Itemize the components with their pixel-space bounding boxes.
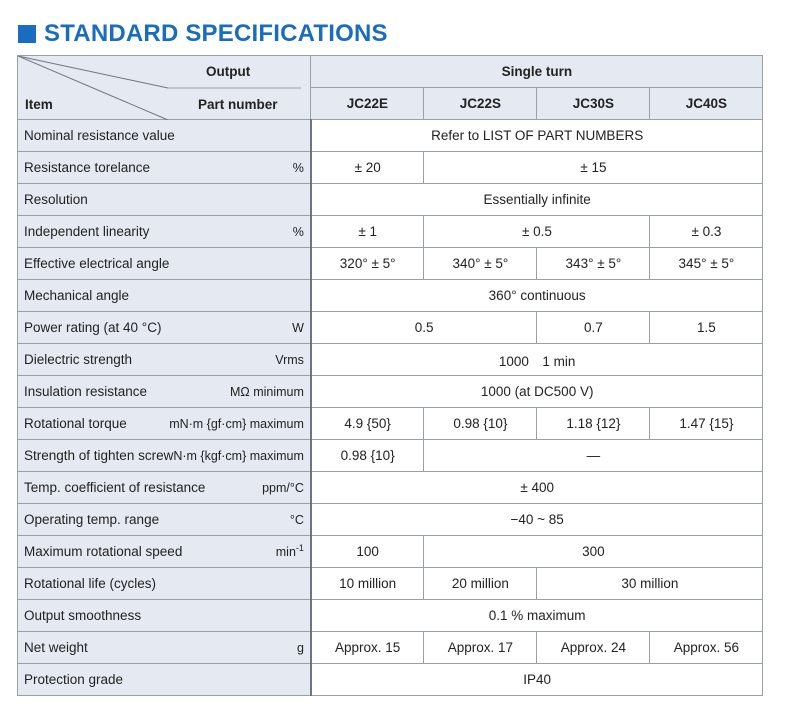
header-output-label: Output <box>206 64 251 79</box>
row-label: Insulation resistance MΩ minimum <box>18 376 311 408</box>
value-jc30s-jc40s: 30 million <box>537 568 763 600</box>
row-unit: g <box>296 640 304 655</box>
row-label: Output smoothness <box>18 600 311 632</box>
value-jc22e: 100 <box>311 536 424 568</box>
row-nominal-resistance <box>18 120 763 152</box>
value-all: −40 ~ 85 <box>311 504 763 536</box>
value-jc30s: 343° ± 5° <box>537 248 650 280</box>
value-jc22e: 10 million <box>311 568 424 600</box>
row-unit: W <box>292 320 304 335</box>
row-independent-linearity <box>18 216 763 248</box>
row-operating-temp <box>18 504 763 536</box>
row-unit: N·m {kgf·cm} maximum <box>173 448 304 463</box>
row-label: Mechanical angle <box>18 280 311 312</box>
row-mechanical-angle <box>18 280 763 312</box>
value-jc22s-jc30s: ± 0.5 <box>424 216 650 248</box>
header-part-jc40s: JC40S <box>650 88 763 120</box>
value-jc22e: 4.9 {50} <box>311 408 424 440</box>
row-unit: MΩ minimum <box>229 384 304 399</box>
value-jc30s: Approx. 24 <box>537 632 650 664</box>
section-title <box>18 18 388 50</box>
row-label: Rotational torque mN·m {gf·cm} maximum <box>18 408 311 440</box>
row-unit: % <box>292 160 304 175</box>
row-resolution <box>18 184 763 216</box>
row-temp-coefficient <box>18 472 763 504</box>
row-label: Protection grade <box>18 664 311 696</box>
row-protection-grade <box>18 664 763 696</box>
spec-table <box>17 55 763 696</box>
row-rotational-torque <box>18 408 763 440</box>
header-part-jc22e: JC22E <box>311 88 424 120</box>
value-all: 360° continuous <box>311 280 763 312</box>
row-label: Independent linearity % <box>18 216 311 248</box>
row-label: Power rating (at 40 °C) W <box>18 312 311 344</box>
row-unit: ppm/°C <box>262 480 304 495</box>
row-insulation-resistance <box>18 376 763 408</box>
unit-superscript: -1 <box>295 543 304 554</box>
row-tighten-screw <box>18 440 763 472</box>
value-jc30s: 1.18 {12} <box>537 408 650 440</box>
row-unit: mN·m {gf·cm} maximum <box>169 416 304 431</box>
row-unit: Vrms <box>275 352 304 367</box>
row-dielectric-strength <box>18 344 763 376</box>
value-jc22s: 20 million <box>424 568 537 600</box>
value-jc22s: 0.98 {10} <box>424 408 537 440</box>
header-single-turn: Single turn <box>311 56 763 88</box>
row-label: Operating temp. range °C <box>18 504 311 536</box>
row-max-rotational-speed <box>18 536 763 568</box>
row-label: Net weight g <box>18 632 311 664</box>
value-all: 1000 1 min <box>311 344 763 376</box>
row-effective-electrical-angle <box>18 248 763 280</box>
value-all: Essentially infinite <box>311 184 763 216</box>
value-jc40s: 1.47 {15} <box>650 408 763 440</box>
value-jc22e: Approx. 15 <box>311 632 424 664</box>
value-jc40s: 1.5 <box>650 312 763 344</box>
value-jc40s: 345° ± 5° <box>650 248 763 280</box>
value-jc40s: Approx. 56 <box>650 632 763 664</box>
row-resistance-tolerance <box>18 152 763 184</box>
value-jc22s: Approx. 17 <box>424 632 537 664</box>
value-all: 0.1 % maximum <box>311 600 763 632</box>
value-jc22s: 340° ± 5° <box>424 248 537 280</box>
value-jc22e: 320° ± 5° <box>311 248 424 280</box>
header-corner-cell <box>18 56 311 120</box>
value-jc22e: 0.98 {10} <box>311 440 424 472</box>
row-label: Temp. coefficient of resistance ppm/°C <box>18 472 311 504</box>
title-square-icon <box>18 25 36 43</box>
value-others: 300 <box>424 536 763 568</box>
row-label: Effective electrical angle <box>18 248 311 280</box>
row-output-smoothness <box>18 600 763 632</box>
value-jc22e: ± 1 <box>311 216 424 248</box>
header-item-label: Item <box>25 97 53 112</box>
row-label: Maximum rotational speed $\min^{-1}$ <box>18 536 311 568</box>
value-all: Refer to LIST OF PART NUMBERS <box>311 120 763 152</box>
value-all: ± 400 <box>311 472 763 504</box>
value-jc40s: ± 0.3 <box>650 216 763 248</box>
row-label: Resolution <box>18 184 311 216</box>
title-text: STANDARD SPECIFICATIONS <box>44 20 388 47</box>
row-unit: $\min^{-1}$ <box>275 543 304 560</box>
row-label: Resistance torelance % <box>18 152 311 184</box>
row-unit: °C <box>289 512 304 527</box>
row-power-rating <box>18 312 763 344</box>
row-label: Nominal resistance value <box>18 120 311 152</box>
header-part-jc30s: JC30S <box>537 88 650 120</box>
value-all: IP40 <box>311 664 763 696</box>
row-label: Strength of tighten screw N·m {kgf·cm} maximum <box>18 440 311 472</box>
header-row-output <box>18 56 763 88</box>
value-all: 1000 (at DC500 V) <box>311 376 763 408</box>
value-others: — <box>424 440 763 472</box>
row-rotational-life <box>18 568 763 600</box>
value-others: ± 15 <box>424 152 763 184</box>
row-net-weight <box>18 632 763 664</box>
row-label: Dielectric strength Vrms <box>18 344 311 376</box>
value-jc22e: ± 20 <box>311 152 424 184</box>
header-part-jc22s: JC22S <box>424 88 537 120</box>
value-jc30s: 0.7 <box>537 312 650 344</box>
row-unit: % <box>292 224 304 239</box>
row-label: Rotational life (cycles) <box>18 568 311 600</box>
header-part-number-label: Part number <box>198 97 278 112</box>
value-jc22e-jc22s: 0.5 <box>311 312 537 344</box>
